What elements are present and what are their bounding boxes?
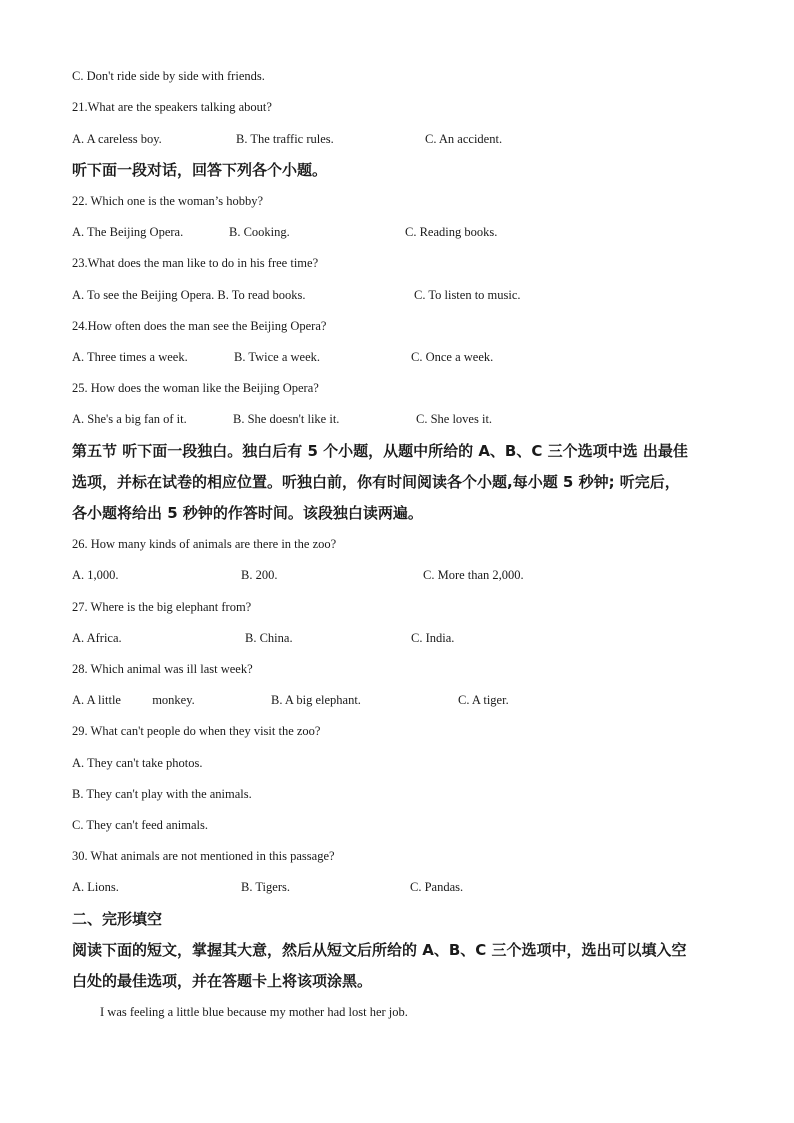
question-28: 28. Which animal was ill last week? (72, 662, 253, 676)
option-b: B. Tigers. (241, 880, 290, 894)
option-a: A. A little monkey. (72, 693, 195, 707)
section-5-instruction: 选项，并标在试卷的相应位置。听独白前，你有时间阅读各个小题,每小题 5 秒钟; 听完后， (72, 473, 680, 491)
option-b: B. 200. (241, 568, 278, 582)
question-29: 29. What can't people do when they visit the zoo? (72, 724, 321, 738)
option-b: B. The traffic rules. (236, 132, 334, 146)
option-a: A. The Beijing Opera. (72, 225, 184, 239)
option-a: A. Three times a week. (72, 350, 188, 364)
option-c: C. Reading books. (405, 225, 498, 239)
option-ab: A. To see the Beijing Opera. B. To read books. (72, 288, 306, 302)
option-b: B. A big elephant. (271, 693, 361, 707)
option-a: A. She's a big fan of it. (72, 412, 187, 426)
question-21: 21.What are the speakers talking about? (72, 100, 272, 114)
option-a: A. Africa. (72, 631, 122, 645)
option-c: C. An accident. (425, 132, 503, 146)
passage-first-line: I was feeling a little blue because my mother had lost her job. (100, 1005, 408, 1019)
question-22: 22. Which one is the woman’s hobby? (72, 194, 264, 208)
option-a: A. Lions. (72, 880, 119, 894)
option-a: A. They can't take photos. (72, 756, 203, 770)
option-b: B. Cooking. (229, 225, 290, 239)
option-c: C. Once a week. (411, 350, 494, 364)
section-2-instruction: 白处的最佳选项，并在答题卡上将该项涂黑。 (72, 972, 373, 990)
question-23: 23.What does the man like to do in his free time? (72, 256, 319, 270)
option-c: C. India. (411, 631, 455, 645)
option-c: C. They can't feed animals. (72, 818, 209, 832)
option-b: B. She doesn't like it. (233, 412, 340, 426)
option-c: C. More than 2,000. (423, 568, 524, 582)
option-c: C. A tiger. (458, 693, 509, 707)
option-c: C. Pandas. (410, 880, 464, 894)
option-b: B. China. (245, 631, 293, 645)
question-25: 25. How does the woman like the Beijing Opera? (72, 381, 319, 395)
question-26: 26. How many kinds of animals are there in the zoo? (72, 537, 337, 551)
section-instruction: 听下面一段对话，回答下列各个小题。 (72, 161, 328, 179)
section-5-instruction: 各小题将给出 5 秒钟的作答时间。该段独白读两遍。 (72, 504, 423, 522)
question-27: 27. Where is the big elephant from? (72, 600, 252, 614)
option-b: B. They can't play with the animals. (72, 787, 252, 801)
option-a: A. 1,000. (72, 568, 119, 582)
question-24: 24.How often does the man see the Beijing Opera? (72, 319, 327, 333)
question-30: 30. What animals are not mentioned in this passage? (72, 849, 335, 863)
option-a: A. A careless boy. (72, 132, 162, 146)
option-c: C. She loves it. (416, 412, 493, 426)
option-b: B. Twice a week. (234, 350, 321, 364)
section-2-instruction: 阅读下面的短文，掌握其大意，然后从短文后所给的 A、B、C 三个选项中，选出可以填入空 (72, 941, 687, 959)
section-5-instruction: 第五节 听下面一段独白。独白后有 5 个小题，从题中所给的 A、B、C 三个选项中选 出最佳 (72, 442, 688, 460)
option-c: C. To listen to music. (414, 288, 521, 302)
section-2-title: 二、完形填空 (72, 910, 163, 928)
option-text: C. Don't ride side by side with friends. (72, 69, 265, 83)
